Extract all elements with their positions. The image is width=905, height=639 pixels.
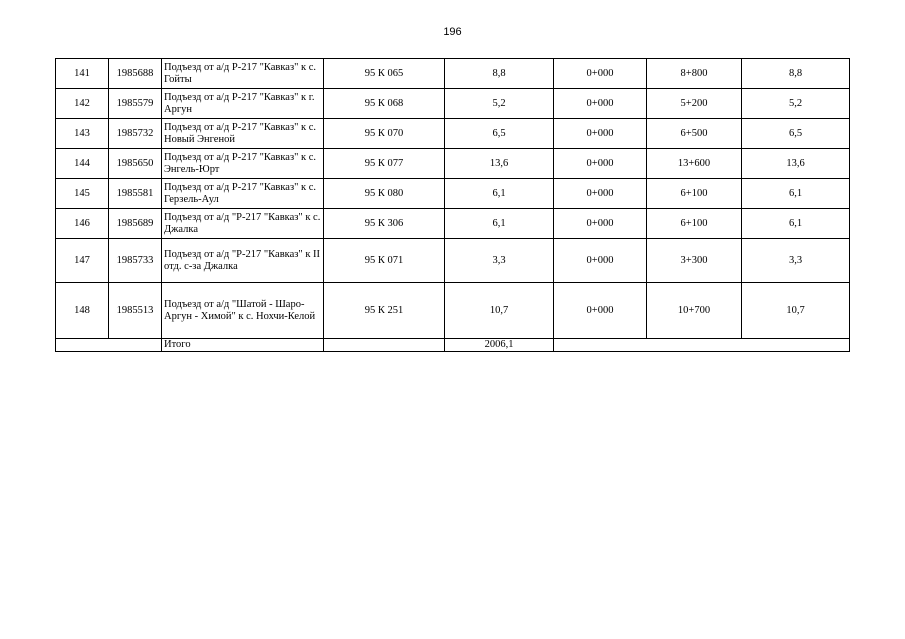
road-code: 1985579 bbox=[109, 89, 162, 119]
end-km: 6+100 bbox=[647, 209, 742, 239]
road-name: Подъезд от а/д "Шатой - Шаро-Аргун - Химой" к с. Нохчи-Келой bbox=[162, 283, 324, 339]
table-row bbox=[56, 59, 850, 89]
road-code: 1985688 bbox=[109, 59, 162, 89]
row-number: 141 bbox=[56, 59, 109, 89]
segment-total: 10,7 bbox=[742, 283, 850, 339]
segment-total: 13,6 bbox=[742, 149, 850, 179]
table-row bbox=[56, 179, 850, 209]
road-length: 6,1 bbox=[445, 209, 554, 239]
row-number: 145 bbox=[56, 179, 109, 209]
row-number: 143 bbox=[56, 119, 109, 149]
total-empty-cell bbox=[554, 339, 850, 352]
start-km: 0+000 bbox=[554, 239, 647, 283]
row-number: 148 bbox=[56, 283, 109, 339]
road-name: Подъезд от а/д Р-217 "Кавказ" к с. Гойты bbox=[162, 59, 324, 89]
end-km: 3+300 bbox=[647, 239, 742, 283]
segment-total: 3,3 bbox=[742, 239, 850, 283]
start-km: 0+000 bbox=[554, 209, 647, 239]
road-code: 1985733 bbox=[109, 239, 162, 283]
road-code: 1985650 bbox=[109, 149, 162, 179]
end-km: 10+700 bbox=[647, 283, 742, 339]
road-length: 8,8 bbox=[445, 59, 554, 89]
start-km: 0+000 bbox=[554, 119, 647, 149]
total-empty-cell bbox=[56, 339, 162, 352]
road-name: Подъезд от а/д Р-217 "Кавказ" к с. Энгель-Юрт bbox=[162, 149, 324, 179]
segment-total: 6,1 bbox=[742, 209, 850, 239]
row-number: 142 bbox=[56, 89, 109, 119]
road-code: 1985513 bbox=[109, 283, 162, 339]
table-row bbox=[56, 89, 850, 119]
row-number: 146 bbox=[56, 209, 109, 239]
row-number: 144 bbox=[56, 149, 109, 179]
road-name: Подъезд от а/д "Р-217 "Кавказ" к с. Джалка bbox=[162, 209, 324, 239]
road-id: 95 К 065 bbox=[324, 59, 445, 89]
road-id: 95 К 251 bbox=[324, 283, 445, 339]
total-empty-cell bbox=[324, 339, 445, 352]
road-name: Подъезд от а/д Р-217 "Кавказ" к с. Герзель-Аул bbox=[162, 179, 324, 209]
road-length: 13,6 bbox=[445, 149, 554, 179]
road-name: Подъезд от а/д "Р-217 "Кавказ" к II отд. с-за Джалка bbox=[162, 239, 324, 283]
road-name: Подъезд от а/д Р-217 "Кавказ" к г. Аргун bbox=[162, 89, 324, 119]
table-row bbox=[56, 239, 850, 283]
end-km: 6+100 bbox=[647, 179, 742, 209]
end-km: 8+800 bbox=[647, 59, 742, 89]
total-row bbox=[56, 339, 850, 352]
row-number: 147 bbox=[56, 239, 109, 283]
start-km: 0+000 bbox=[554, 149, 647, 179]
road-id: 95 К 306 bbox=[324, 209, 445, 239]
segment-total: 5,2 bbox=[742, 89, 850, 119]
segment-total: 6,1 bbox=[742, 179, 850, 209]
road-code: 1985689 bbox=[109, 209, 162, 239]
page-number: 196 bbox=[443, 26, 462, 38]
road-id: 95 К 070 bbox=[324, 119, 445, 149]
segment-total: 6,5 bbox=[742, 119, 850, 149]
table-row bbox=[56, 119, 850, 149]
table-row bbox=[56, 149, 850, 179]
table-row bbox=[56, 283, 850, 339]
segment-total: 8,8 bbox=[742, 59, 850, 89]
start-km: 0+000 bbox=[554, 179, 647, 209]
total-value: 2006,1 bbox=[445, 339, 554, 352]
road-length: 3,3 bbox=[445, 239, 554, 283]
end-km: 6+500 bbox=[647, 119, 742, 149]
road-length: 6,1 bbox=[445, 179, 554, 209]
road-code: 1985732 bbox=[109, 119, 162, 149]
end-km: 13+600 bbox=[647, 149, 742, 179]
start-km: 0+000 bbox=[554, 283, 647, 339]
road-name: Подъезд от а/д Р-217 "Кавказ" к с. Новый Энгеной bbox=[162, 119, 324, 149]
road-id: 95 К 077 bbox=[324, 149, 445, 179]
road-id: 95 К 068 bbox=[324, 89, 445, 119]
road-code: 1985581 bbox=[109, 179, 162, 209]
road-id: 95 К 071 bbox=[324, 239, 445, 283]
road-length: 5,2 bbox=[445, 89, 554, 119]
start-km: 0+000 bbox=[554, 89, 647, 119]
start-km: 0+000 bbox=[554, 59, 647, 89]
road-id: 95 К 080 bbox=[324, 179, 445, 209]
road-length: 6,5 bbox=[445, 119, 554, 149]
total-label: Итого bbox=[162, 339, 324, 352]
roads-table bbox=[55, 58, 850, 352]
end-km: 5+200 bbox=[647, 89, 742, 119]
table-row bbox=[56, 209, 850, 239]
road-length: 10,7 bbox=[445, 283, 554, 339]
